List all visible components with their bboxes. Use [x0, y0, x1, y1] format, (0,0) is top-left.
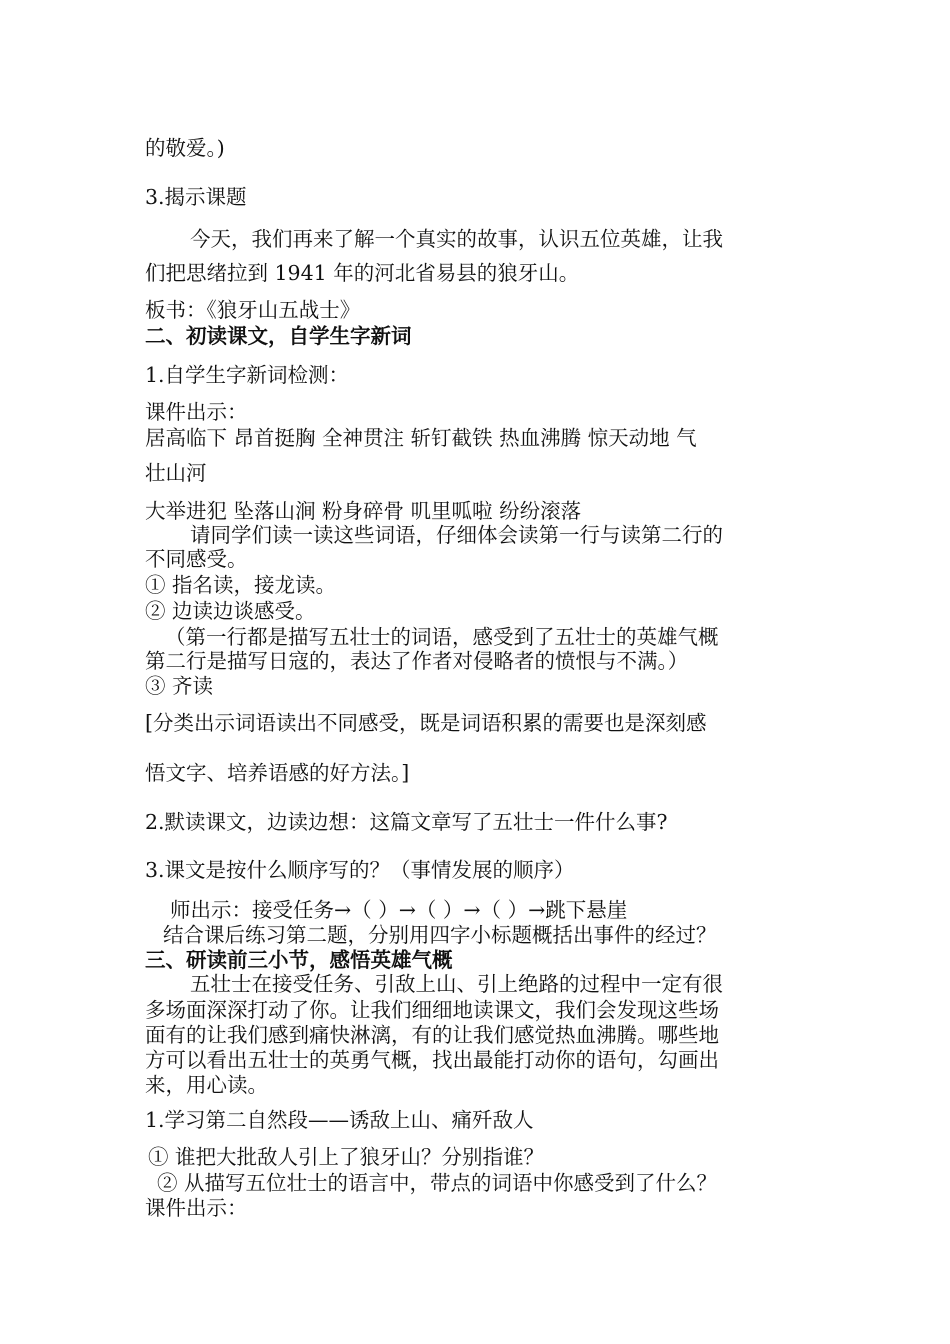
note-line: 悟文字、培养语感的好方法。] [145, 761, 410, 785]
paragraph-line: 多场面深深打动了你。让我们细细地读课文，我们会发现这些场 [145, 998, 719, 1022]
paragraph-line: 来，用心读。 [145, 1073, 268, 1097]
note-line: [分类出示词语读出不同感受，既是词语积累的需要也是深刻感 [145, 711, 707, 735]
paragraph-line: 今天，我们再来了解一个真实的故事，认识五位英雄，让我 [190, 227, 723, 251]
text-line: 课件出示： [145, 1196, 248, 1220]
paragraph-line: （第一行都是描写五壮士的词语，感受到了五壮士的英雄气概 [165, 625, 719, 649]
vocab-line: 壮山河 [145, 461, 207, 485]
question-line: 3.课文是按什么顺序写的？（事情发展的顺序） [145, 858, 575, 882]
paragraph-line: 不同感受。 [145, 547, 248, 571]
section-heading: 三、研读前三小节，感悟英雄气概 [145, 948, 453, 972]
list-item: ② 从描写五位壮士的语言中，带点的词语中你感受到了什么？ [157, 1171, 718, 1195]
list-item: ③ 齐读 [145, 674, 214, 698]
section-subheading: 1.学习第二自然段——诱敌上山、痛歼敌人 [145, 1108, 534, 1132]
vocab-line: 大举进犯 坠落山涧 粉身碎骨 叽里呱啦 纷纷滚落 [145, 499, 582, 523]
section-heading: 二、初读课文，自学生字新词 [145, 324, 412, 348]
question-line: 结合课后练习第二题，分别用四字小标题概括出事件的经过？ [163, 923, 717, 947]
paragraph-line: 请同学们读一读这些词语，仔细体会读第一行与读第二行的 [190, 523, 723, 547]
vocab-line: 居高临下 昂首挺胸 全神贯注 斩钉截铁 热血沸腾 惊天动地 气 [145, 426, 697, 450]
text-line: 板书：《狼牙山五战士》 [145, 298, 361, 322]
text-line: 的敬爱。) [145, 136, 225, 160]
paragraph-line: 第二行是描写日寇的，表达了作者对侵略者的愤恨与不满。） [145, 649, 689, 673]
section-subheading: 1.自学生字新词检测： [145, 363, 350, 387]
paragraph-line: 五壮士在接受任务、引敌上山、引上绝路的过程中一定有很 [190, 972, 723, 996]
list-item: ② 边读边谈感受。 [145, 599, 316, 623]
paragraph-line: 们把思绪拉到 1941 年的河北省易县的狼牙山。 [145, 261, 580, 285]
sequence-line: 师出示：接受任务→（ ）→（ ）→（ ）→跳下悬崖 [170, 898, 628, 922]
paragraph-line: 面有的让我们感到痛快淋漓，有的让我们感觉热血沸腾。哪些地 [145, 1023, 719, 1047]
text-line: 课件出示： [145, 400, 248, 424]
paragraph-line: 方可以看出五壮士的英勇气概，找出最能打动你的语句，勾画出 [145, 1048, 719, 1072]
section-subheading: 3.揭示课题 [145, 185, 247, 209]
question-line: 2.默读课文，边读边想：这篇文章写了五壮士一件什么事? [145, 810, 668, 834]
list-item: ① 谁把大批敌人引上了狼牙山？分别指谁？ [148, 1145, 545, 1169]
list-item: ① 指名读，接龙读。 [145, 573, 337, 597]
